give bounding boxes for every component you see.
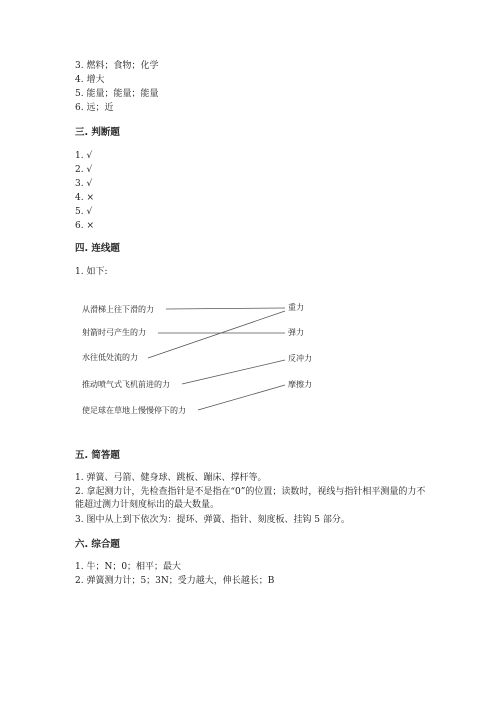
connector-line: [198, 385, 285, 410]
section-title-judgement: 三. 判断题: [75, 127, 120, 138]
connector-line: [166, 308, 285, 309]
left-item: 推动喷气式飞机前进的力: [82, 380, 170, 389]
connector-line: [148, 311, 285, 358]
answer-line: 6. 远；近: [75, 103, 114, 113]
answer-line: 5. √: [75, 207, 93, 217]
answer-paragraph: 2. 拿起测力计，先检查指针是不是指在“0”的位置；读数时，视线与指针相平测量的力不能超过测力计刻度标出的最大数量。: [75, 487, 426, 510]
answer-line: 4. 增大: [75, 75, 105, 85]
right-item: 重力: [288, 303, 304, 312]
answer-line: 3. 燃料；食物；化学: [75, 61, 159, 71]
connector-line: [182, 360, 285, 384]
section-title-matching: 四. 连线题: [75, 243, 120, 254]
answer-line: 1. √: [75, 151, 93, 161]
answer-line: 3. 图中从上到下依次为：提环、弹簧、指针、刻度板、挂钩 5 部分。: [75, 515, 350, 525]
left-item: 射箭时弓产生的力: [82, 328, 146, 337]
answer-line: 1. 弹簧、弓箭、健身球、跳板、蹦床、撑杆等。: [75, 473, 267, 483]
answer-line: 6. ×: [75, 221, 94, 231]
answer-line: 1. 牛；N；0；相平；最大: [75, 562, 182, 572]
answer-line: 3. √: [75, 179, 93, 189]
right-item: 弹力: [288, 328, 304, 337]
answer-line: 2. √: [75, 165, 93, 175]
right-item: 摩擦力: [288, 380, 312, 389]
left-item: 从滑梯上往下滑的力: [82, 305, 154, 314]
section-title-short-answer: 五. 简答题: [75, 450, 120, 461]
matching-intro: 1. 如下:: [75, 267, 108, 277]
right-item: 反冲力: [288, 354, 312, 363]
answer-line: 5. 能量；能量；能量: [75, 89, 159, 99]
left-item: 使足球在草地上慢慢停下的力: [82, 406, 186, 415]
section-title-comprehensive: 六. 综合题: [75, 539, 120, 550]
answer-line: 4. ×: [75, 193, 94, 203]
answer-line: 2. 弹簧测力计；5；3N；受力越大，伸长越长；B: [75, 576, 275, 586]
left-item: 水往低处流的力: [82, 353, 138, 362]
